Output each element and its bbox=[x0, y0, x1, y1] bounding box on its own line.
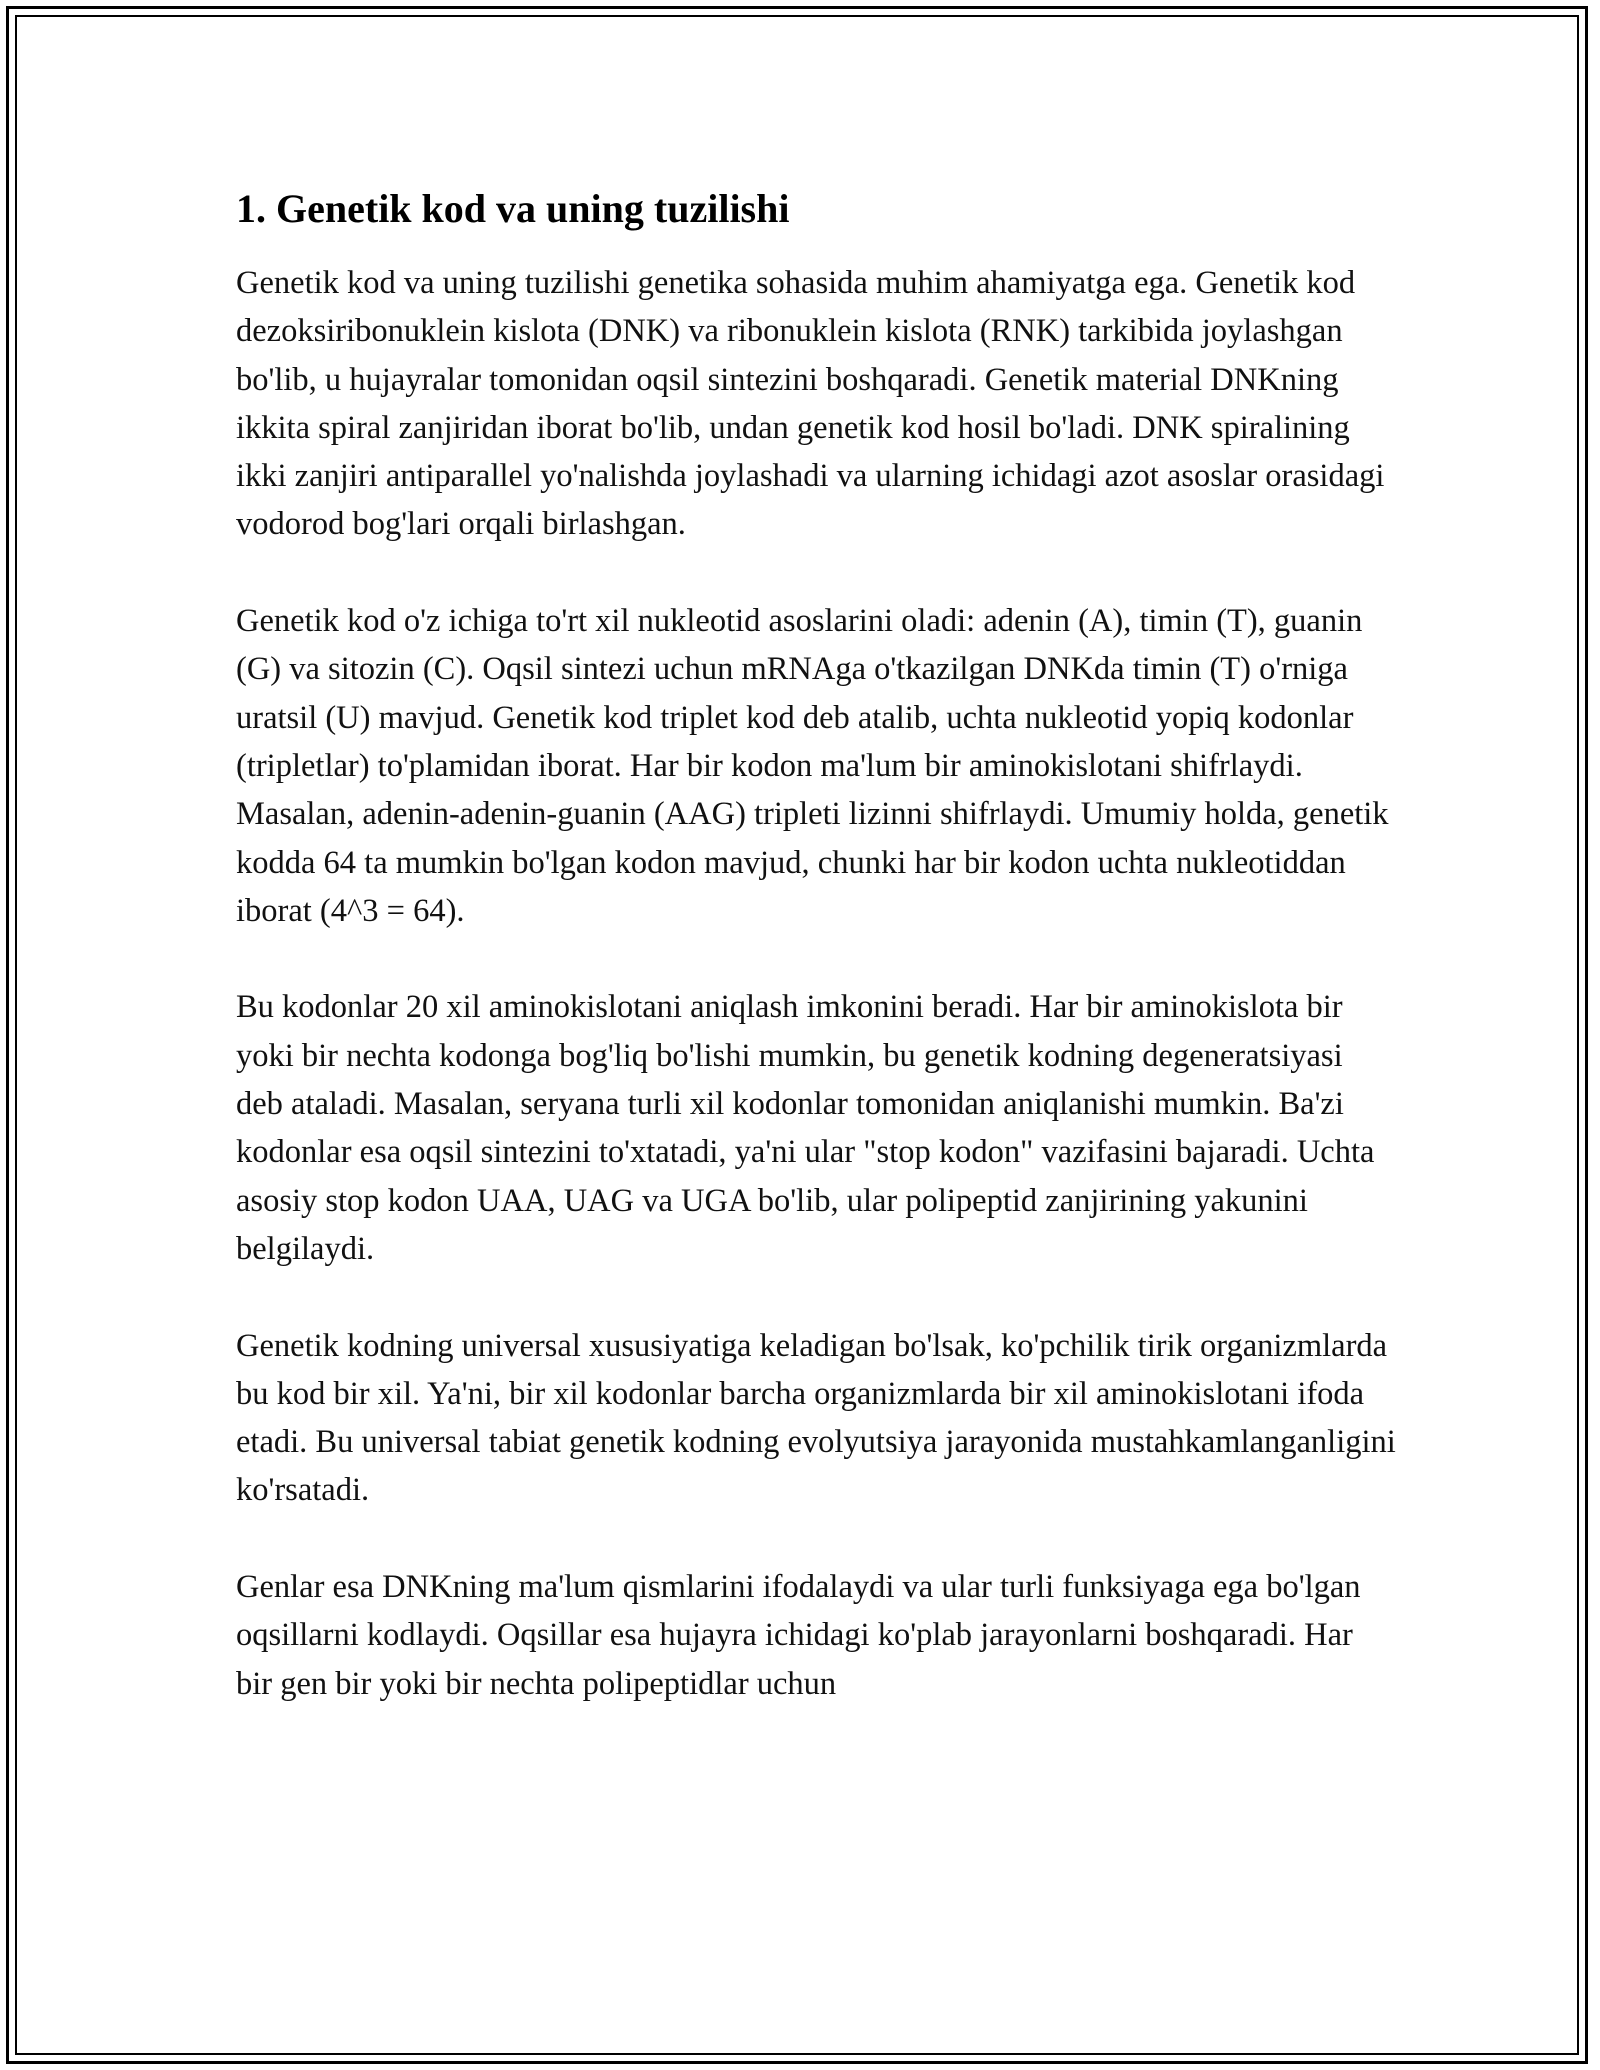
paragraph-5: Genlar esa DNKning ma'lum qismlarini ifodalaydi va ular turli funksiyaga ega bo'lgan oqsillarni kodlaydi. Oqsillar esa hujayra ichidagi ko'plab jarayonlarni boshqaradi. Har bir gen bir yoki bir nechta polipeptidlar uchun bbox=[236, 1569, 1361, 1702]
section-heading: 1. Genetik kod va uning tuzilishi bbox=[236, 186, 790, 231]
paragraph-2: Genetik kod o'z ichiga to'rt xil nukleotid asoslarini oladi: adenin (A), timin (T), guanin (G) va sitozin (C). Oqsil sintezi uchun mRNAga o'tkazilgan DNKda timin (T) o'rniga uratsil (U) mavjud. Genetik kod triplet kod deb atalib, uchta nukleotid yopiq kodonlar (tripletlar) to'plamidan iborat. Har bir kodon ma'lum bir aminokislotani shifrlaydi. Masalan, adenin-adenin-guanin (AAG) tripleti lizinni shifrlaydi. Umumiy holda, genetik kodda 64 ta mumkin bo'lgan kodon mavjud, chunki har bir kodon uchta nukleotiddan iborat (4^3 = 64). bbox=[236, 603, 1389, 929]
paragraph-4: Genetik kodning universal xususiyatiga keladigan bo'lsak, ko'pchilik tirik organizmlarda bu kod bir xil. Ya'ni, bir xil kodonlar barcha organizmlarda bir xil aminokislotani ifoda etadi. Bu universal tabiat genetik kodning evolyutsiya jarayonida mustahkamlanganligini ko'rsatadi. bbox=[236, 1327, 1396, 1509]
paragraph-3: Bu kodonlar 20 xil aminokislotani aniqlash imkonini beradi. Har bir aminokislota bir yoki bir nechta kodonga bog'liq bo'lishi mumkin, bu genetik kodning degeneratsiyasi deb ataladi. Masalan, seryana turli xil kodonlar tomonidan aniqlanishi mumkin. Ba'zi kodonlar esa oqsil sintezini to'xtatadi, ya'ni ular "stop kodon" vazifasini bajaradi. Uchta asosiy stop kodon UAA, UAG va UGA bo'lib, ular polipeptid zanjirining yakunini belgilaydi. bbox=[236, 989, 1375, 1267]
document-body bbox=[236, 185, 1396, 1708]
paragraph-1: Genetik kod va uning tuzilishi genetika sohasida muhim ahamiyatga ega. Genetik kod dezoksiribonuklein kislota (DNK) va ribonuklein kislota (RNK) tarkibida joylashgan bo'lib, u hujayralar tomonidan oqsil sintezini boshqaradi. Genetik material DNKning ikkita spiral zanjiridan iborat bo'lib, undan genetik kod hosil bo'ladi. DNK spiralining ikki zanjiri antiparallel yo'nalishda joylashadi va ularning ichidagi azot asoslar orasidagi vodorod bog'lari orqali birlashgan. bbox=[236, 265, 1385, 543]
